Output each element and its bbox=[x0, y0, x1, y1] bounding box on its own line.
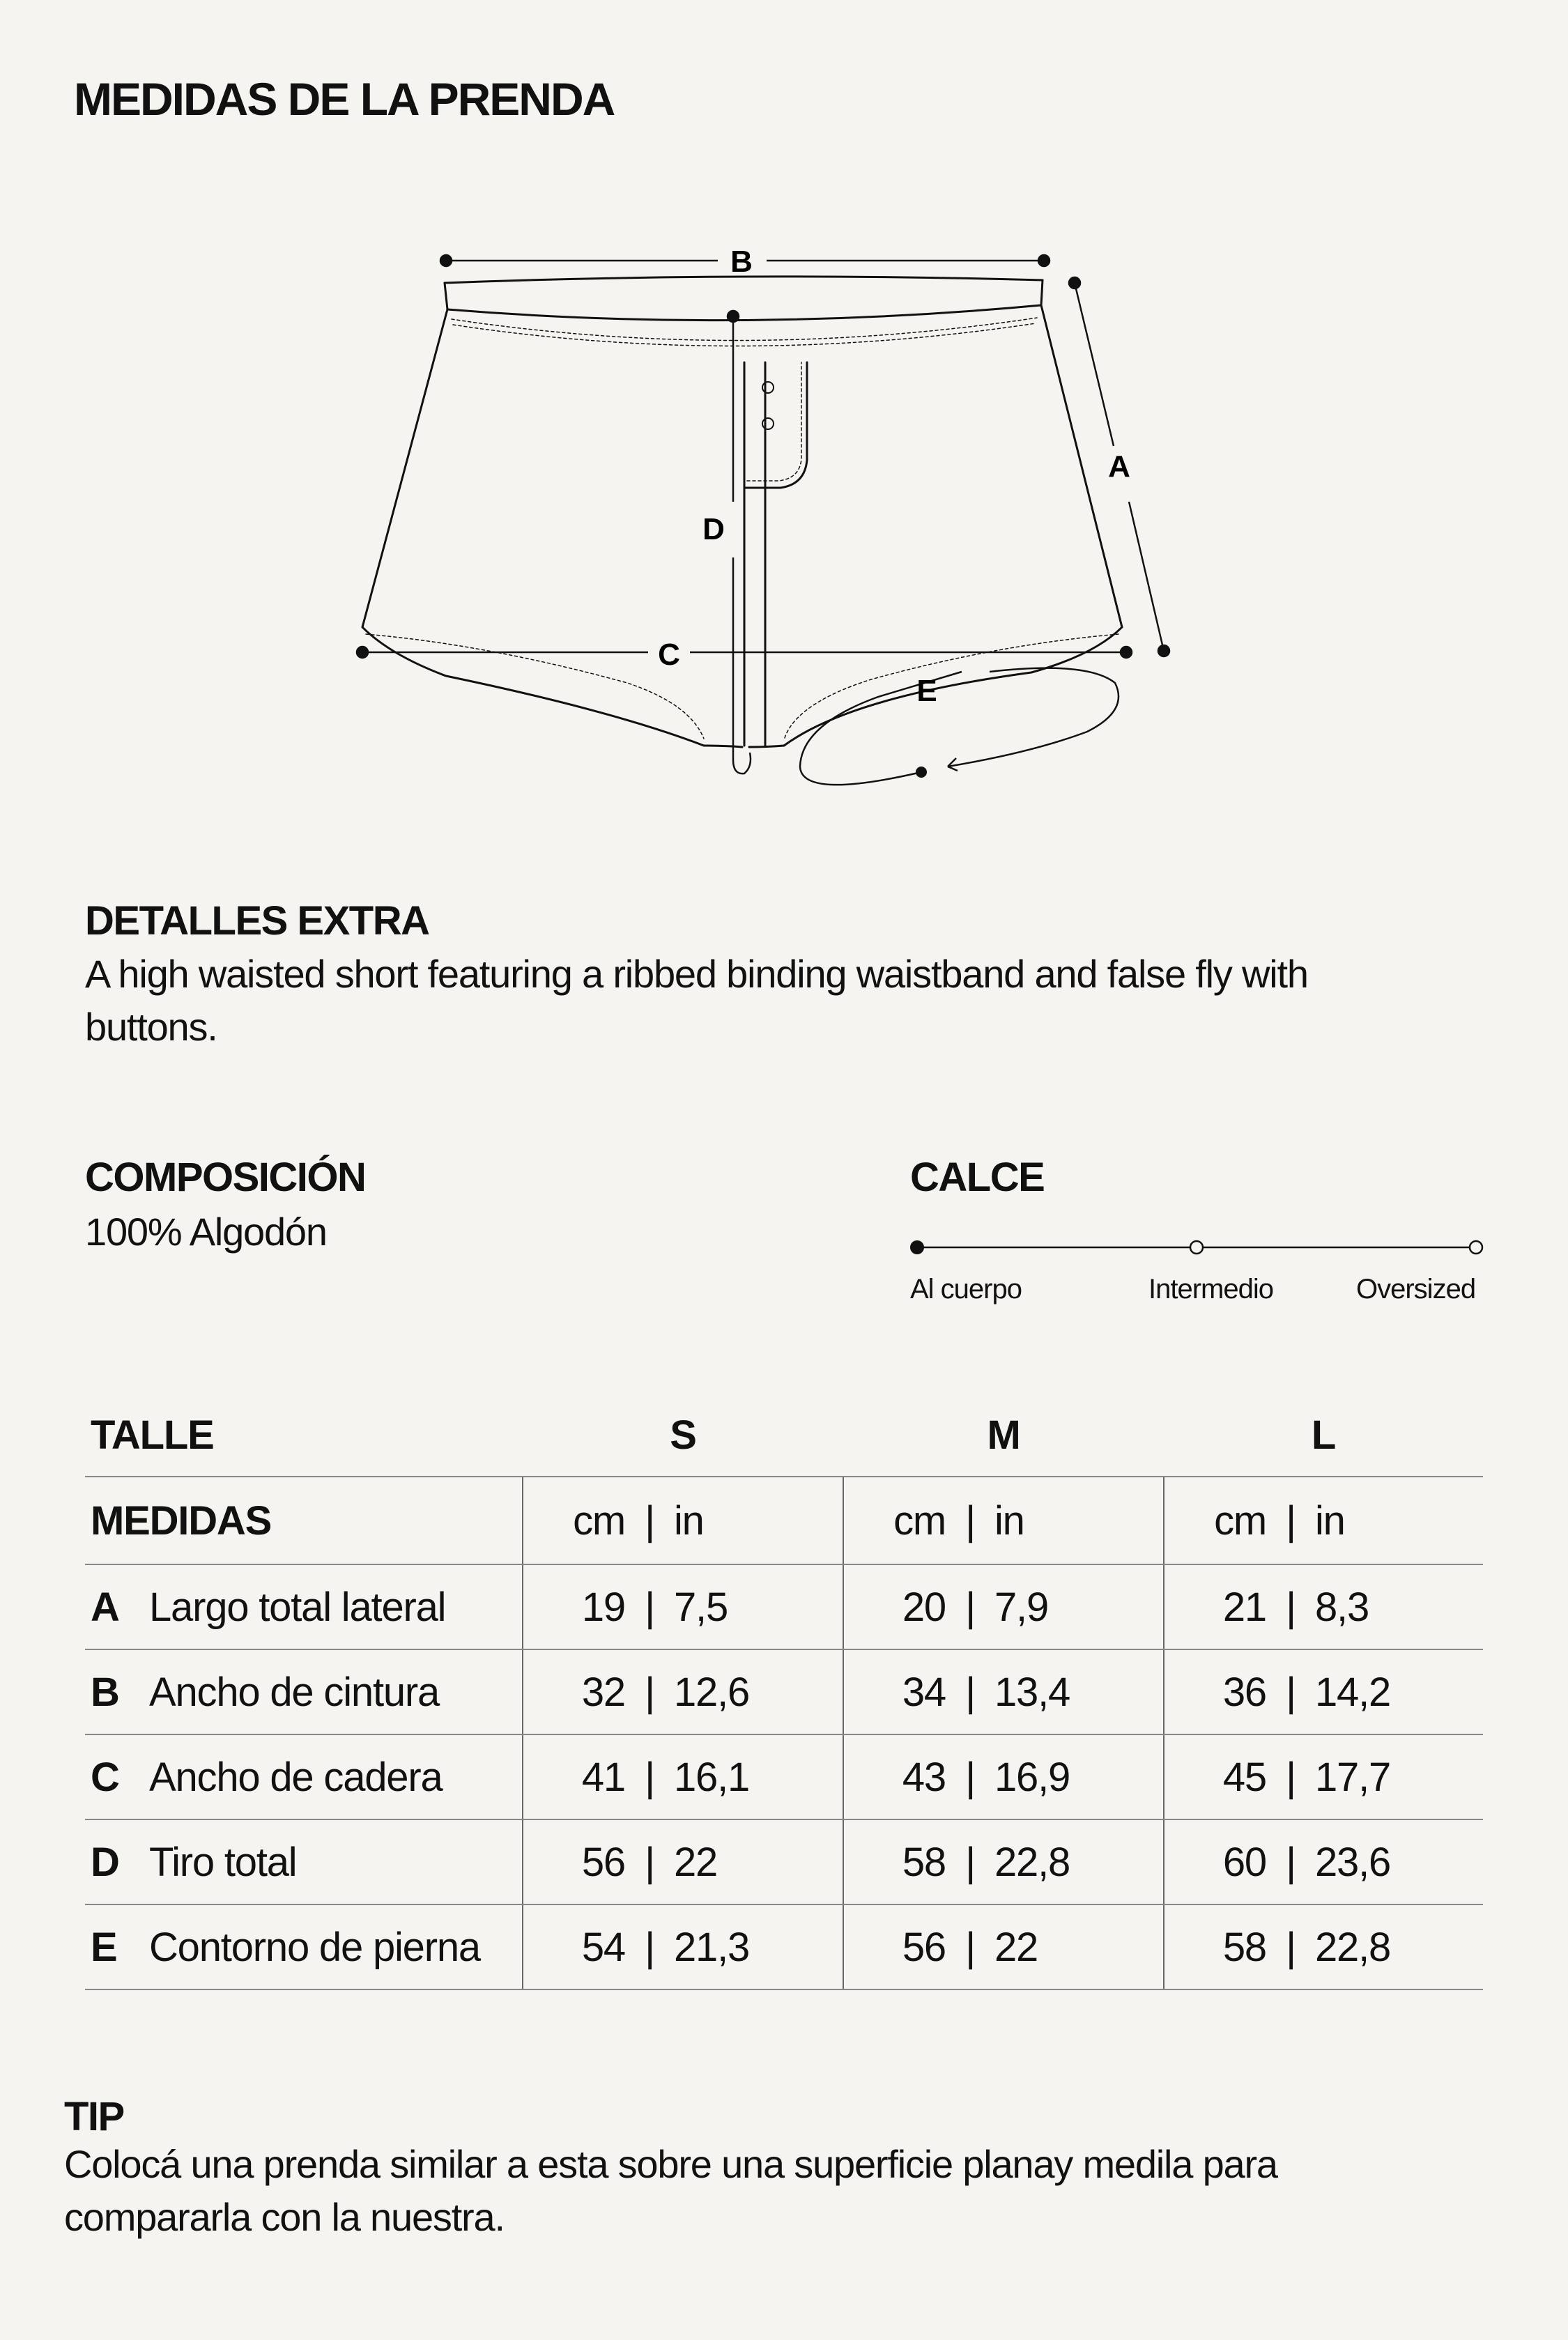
measurement-name: Contorno de pierna bbox=[149, 1924, 480, 1970]
size-header-label: TALLE bbox=[91, 1412, 214, 1458]
composition-value: 100% Algodón bbox=[85, 1210, 327, 1254]
value-cm: 60 bbox=[1222, 1839, 1266, 1885]
value-cm: 54 bbox=[581, 1924, 625, 1970]
value-separator: | bbox=[645, 1669, 654, 1715]
measurement-value-cell bbox=[1164, 1819, 1483, 1904]
fit-option-3: Oversized bbox=[1356, 1274, 1476, 1304]
garment-diagram bbox=[0, 0, 1568, 836]
measurement-label-cell bbox=[85, 1649, 523, 1734]
measurement-letter: A bbox=[91, 1584, 119, 1630]
measurement-row bbox=[85, 1564, 1483, 1649]
value-in: 22,8 bbox=[994, 1839, 1070, 1885]
fit-dot bbox=[1190, 1241, 1203, 1254]
value-in: 8,3 bbox=[1315, 1584, 1369, 1630]
units-row bbox=[85, 1477, 1483, 1564]
value-in: 16,1 bbox=[674, 1754, 750, 1800]
value-cm: 21 bbox=[1222, 1584, 1266, 1630]
measurement-value-cell bbox=[523, 1649, 843, 1734]
value-cm: 43 bbox=[902, 1754, 946, 1800]
value-in: 22 bbox=[674, 1839, 718, 1885]
value-in: 17,7 bbox=[1315, 1754, 1391, 1800]
fit-dot-selected bbox=[910, 1240, 924, 1254]
diagram-label-c: C bbox=[658, 638, 680, 672]
value-cm: 58 bbox=[1222, 1924, 1266, 1970]
measurement-value-cell bbox=[523, 1904, 843, 1989]
details-text bbox=[85, 948, 1479, 1054]
measurement-name: Ancho de cintura bbox=[149, 1669, 440, 1715]
unit-cm: cm bbox=[573, 1498, 625, 1544]
fit-heading: CALCE bbox=[910, 1155, 1045, 1200]
fit-dot bbox=[1470, 1241, 1482, 1254]
value-in: 22,8 bbox=[1315, 1924, 1391, 1970]
fit-option-2: Intermedio bbox=[1148, 1274, 1273, 1304]
value-separator: | bbox=[965, 1924, 975, 1970]
tip-heading: TIP bbox=[64, 2094, 124, 2139]
value-cm: 19 bbox=[581, 1584, 625, 1630]
fit-scale bbox=[906, 1233, 1498, 1261]
unit-separator: | bbox=[645, 1498, 654, 1544]
value-separator: | bbox=[1286, 1754, 1296, 1800]
details-line-2: buttons. bbox=[85, 1005, 217, 1049]
value-separator: | bbox=[1286, 1924, 1296, 1970]
unit-in: in bbox=[1315, 1498, 1345, 1544]
value-in: 13,4 bbox=[994, 1669, 1070, 1715]
measurement-value-cell bbox=[523, 1564, 843, 1649]
measurement-label-cell bbox=[85, 1819, 523, 1904]
measurement-value-cell bbox=[843, 1904, 1164, 1989]
value-cm: 32 bbox=[581, 1669, 625, 1715]
measurement-value-cell bbox=[523, 1819, 843, 1904]
value-separator: | bbox=[965, 1584, 975, 1630]
size-table bbox=[85, 1394, 1483, 1990]
diagram-label-a: A bbox=[1108, 449, 1130, 484]
size-header-row bbox=[85, 1394, 1483, 1476]
value-separator: | bbox=[645, 1584, 654, 1630]
value-cm: 41 bbox=[581, 1754, 625, 1800]
value-separator: | bbox=[965, 1839, 975, 1885]
fit-option-1: Al cuerpo bbox=[910, 1274, 1022, 1304]
value-separator: | bbox=[645, 1924, 654, 1970]
diagram-label-b: B bbox=[730, 245, 753, 279]
value-separator: | bbox=[1286, 1839, 1296, 1885]
value-in: 21,3 bbox=[674, 1924, 750, 1970]
measurement-row bbox=[85, 1734, 1483, 1819]
measurement-row bbox=[85, 1649, 1483, 1734]
details-heading: DETALLES EXTRA bbox=[85, 898, 429, 944]
value-cm: 56 bbox=[581, 1839, 625, 1885]
size-l: L bbox=[1311, 1412, 1336, 1458]
measurement-letter: C bbox=[91, 1754, 119, 1800]
value-cm: 58 bbox=[902, 1839, 946, 1885]
measurement-value-cell bbox=[843, 1564, 1164, 1649]
measurement-name: Largo total lateral bbox=[149, 1584, 446, 1630]
value-separator: | bbox=[645, 1754, 654, 1800]
value-separator: | bbox=[965, 1754, 975, 1800]
measurement-label-cell bbox=[85, 1904, 523, 1989]
measurement-row bbox=[85, 1904, 1483, 1989]
tip-text bbox=[64, 2138, 1528, 2244]
value-separator: | bbox=[1286, 1584, 1296, 1630]
measurement-name: Tiro total bbox=[149, 1839, 297, 1885]
measurement-value-cell bbox=[1164, 1904, 1483, 1989]
value-separator: | bbox=[645, 1839, 654, 1885]
value-cm: 34 bbox=[902, 1669, 946, 1715]
measurement-value-cell bbox=[1164, 1734, 1483, 1819]
value-in: 14,2 bbox=[1315, 1669, 1391, 1715]
measurement-letter: D bbox=[91, 1839, 119, 1885]
diagram-label-d: D bbox=[702, 512, 725, 546]
value-in: 16,9 bbox=[994, 1754, 1070, 1800]
value-cm: 45 bbox=[1222, 1754, 1266, 1800]
value-cm: 36 bbox=[1222, 1669, 1266, 1715]
measurement-label-cell bbox=[85, 1564, 523, 1649]
value-in: 7,9 bbox=[994, 1584, 1049, 1630]
value-in: 22 bbox=[994, 1924, 1038, 1970]
measurement-value-cell bbox=[1164, 1564, 1483, 1649]
page-title: MEDIDAS DE LA PRENDA bbox=[74, 73, 615, 125]
value-in: 7,5 bbox=[674, 1584, 728, 1630]
unit-in: in bbox=[994, 1498, 1024, 1544]
measurement-name: Ancho de cadera bbox=[149, 1754, 443, 1800]
measurement-value-cell bbox=[523, 1734, 843, 1819]
value-separator: | bbox=[965, 1669, 975, 1715]
unit-cm: cm bbox=[893, 1498, 946, 1544]
measurement-value-cell bbox=[843, 1819, 1164, 1904]
measurement-value-cell bbox=[843, 1734, 1164, 1819]
tip-line-2: compararla con la nuestra. bbox=[64, 2195, 505, 2239]
value-cm: 56 bbox=[902, 1924, 946, 1970]
measurement-letter: B bbox=[91, 1669, 119, 1715]
value-in: 12,6 bbox=[674, 1669, 750, 1715]
size-s: S bbox=[670, 1412, 696, 1458]
details-line-1: A high waisted short featuring a ribbed binding waistband and false fly with bbox=[85, 952, 1308, 996]
unit-in: in bbox=[674, 1498, 704, 1544]
measurement-value-cell bbox=[1164, 1649, 1483, 1734]
measurement-value-cell bbox=[843, 1649, 1164, 1734]
value-separator: | bbox=[1286, 1669, 1296, 1715]
tip-line-1: Colocá una prenda similar a esta sobre una superficie planay medila para bbox=[64, 2142, 1277, 2186]
measurement-row bbox=[85, 1819, 1483, 1904]
diagram-label-e: E bbox=[916, 674, 937, 708]
unit-cm: cm bbox=[1214, 1498, 1266, 1544]
value-cm: 20 bbox=[902, 1584, 946, 1630]
size-m: M bbox=[987, 1412, 1020, 1458]
measurement-letter: E bbox=[91, 1924, 117, 1970]
measurement-label-cell bbox=[85, 1734, 523, 1819]
unit-separator: | bbox=[965, 1498, 975, 1544]
value-in: 23,6 bbox=[1315, 1839, 1391, 1885]
measures-header: MEDIDAS bbox=[85, 1477, 523, 1564]
unit-separator: | bbox=[1286, 1498, 1296, 1544]
composition-heading: COMPOSICIÓN bbox=[85, 1155, 366, 1200]
